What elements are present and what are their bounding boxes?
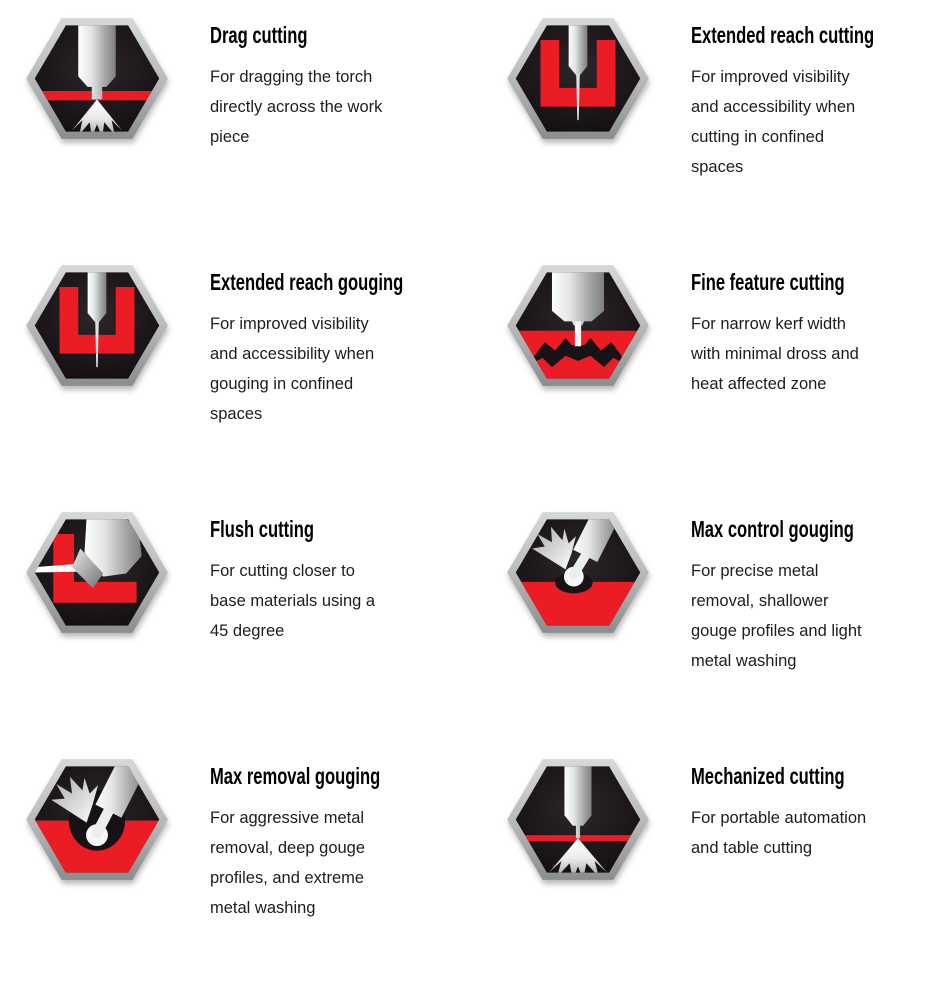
item-title: Extended reach gouging [210, 269, 404, 295]
item-title: Flush cutting [210, 516, 314, 542]
item-text [691, 262, 923, 399]
item-description-line: heat affected zone [691, 375, 827, 394]
item-description-line: removal, shallower [691, 592, 829, 611]
item-description-line: with minimal dross and [691, 345, 859, 364]
item-description-line: For portable automation [691, 809, 867, 828]
feature-item [469, 756, 938, 1003]
item-description-line: cutting in confined [691, 128, 825, 147]
feature-item [0, 756, 469, 1003]
item-title: Max removal gouging [210, 763, 381, 789]
item-description-line: For narrow kerf width [691, 315, 846, 334]
item-description-line: base materials using a [210, 592, 376, 611]
item-description-line: For dragging the torch [210, 68, 373, 87]
item-description [210, 309, 442, 429]
item-description [691, 556, 923, 676]
item-text [210, 509, 442, 646]
item-description [691, 803, 923, 863]
feature-item [469, 509, 938, 756]
extended-reach-gouging-icon [24, 262, 170, 389]
flush-cutting-icon [24, 509, 170, 636]
item-description-line: gouging in confined [210, 375, 354, 394]
item-text [691, 756, 923, 863]
item-description-line: spaces [210, 405, 263, 424]
extended-reach-cutting-icon [505, 15, 651, 142]
item-description [691, 309, 923, 399]
item-description-line: For improved visibility [691, 68, 850, 87]
feature-item [0, 262, 469, 509]
feature-item [0, 509, 469, 756]
item-title: Max control gouging [691, 516, 854, 542]
item-description-line: removal, deep gouge [210, 839, 366, 858]
item-description [691, 62, 923, 182]
feature-item [469, 262, 938, 509]
item-description-line: For improved visibility [210, 315, 369, 334]
item-title: Extended reach cutting [691, 22, 875, 48]
item-title: Fine feature cutting [691, 269, 845, 295]
item-description [210, 803, 442, 923]
fine-feature-cutting-icon [505, 262, 651, 389]
item-description-line: spaces [691, 158, 744, 177]
item-description-line: For cutting closer to [210, 562, 355, 581]
item-text [691, 509, 923, 676]
feature-item [0, 15, 469, 262]
drag-cutting-icon [24, 15, 170, 142]
item-description-line: profiles, and extreme [210, 869, 365, 888]
max-removal-gouging-icon [24, 756, 170, 883]
mechanized-cutting-icon [505, 756, 651, 883]
item-text [210, 756, 442, 923]
item-title: Drag cutting [210, 22, 308, 48]
item-description-line: directly across the work [210, 98, 383, 117]
item-description-line: and accessibility when [691, 98, 856, 117]
item-text [210, 15, 442, 152]
item-title: Mechanized cutting [691, 763, 845, 789]
max-control-gouging-icon [505, 509, 651, 636]
item-text [210, 262, 442, 429]
item-description-line: piece [210, 128, 250, 147]
feature-item [469, 15, 938, 262]
item-description-line: and table cutting [691, 839, 813, 858]
item-description-line: and accessibility when [210, 345, 375, 364]
item-description [210, 556, 442, 646]
item-description-line: 45 degree [210, 622, 285, 641]
item-description-line: metal washing [210, 899, 316, 918]
item-description-line: For precise metal [691, 562, 819, 581]
item-description-line: metal washing [691, 652, 797, 671]
item-description [210, 62, 442, 152]
item-text [691, 15, 923, 182]
item-description-line: For aggressive metal [210, 809, 365, 828]
item-description-line: gouge profiles and light [691, 622, 862, 641]
